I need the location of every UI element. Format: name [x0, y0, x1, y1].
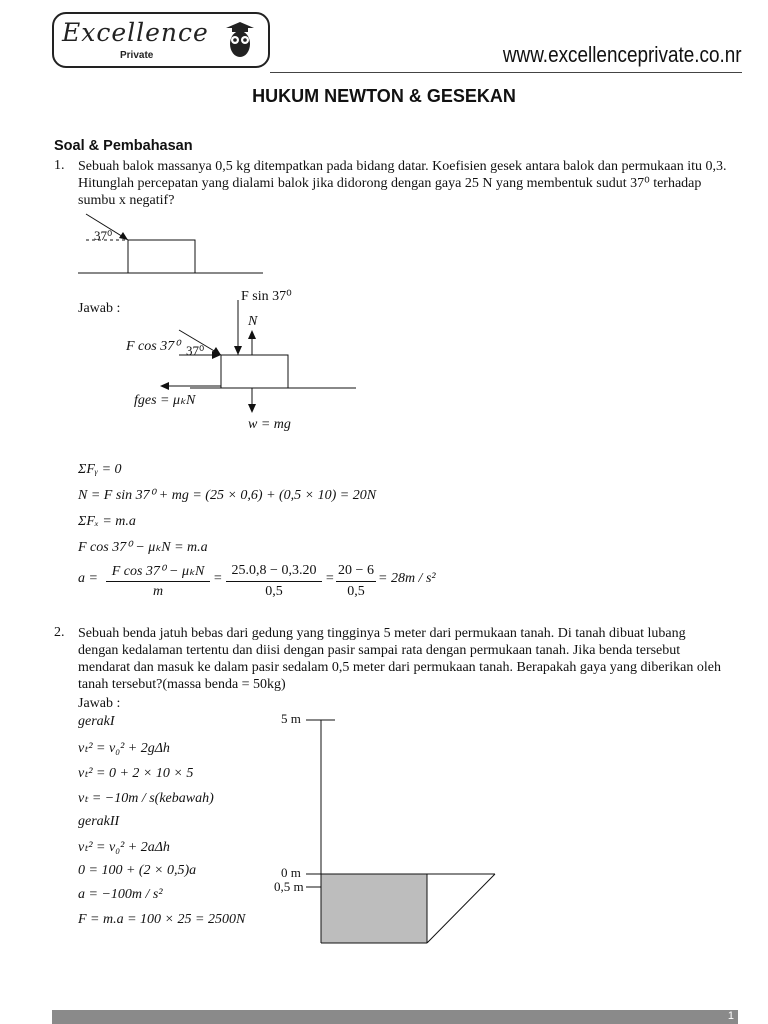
solution-step: vₜ = −10m / s(kebawah): [78, 791, 214, 806]
friction-label: fges = μₖN: [134, 393, 196, 408]
weight-label: w = mg: [248, 417, 291, 432]
solution-step: vₜ² = v₀² + 2gΔh: [78, 741, 170, 756]
fraction-denominator: 0,5: [347, 584, 365, 599]
equation-result: = 28m / s²: [378, 571, 436, 586]
fraction-numerator: 25.0,8 − 0,3.20: [231, 563, 317, 578]
solution-step: gerakI: [78, 714, 115, 729]
equation: F cos 37⁰ − μₖN = m.a: [78, 540, 208, 555]
solution-step: vₜ² = v₀² + 2aΔh: [78, 840, 170, 855]
fraction-numerator: 20 − 6: [338, 563, 374, 578]
fraction-denominator: m: [152, 584, 164, 599]
answer-label: Jawab :: [78, 696, 121, 711]
equation: ΣFₓ = m.a: [78, 514, 136, 529]
depth-label: 0,5 m: [274, 879, 304, 894]
angle-label: 37⁰: [94, 228, 113, 243]
solution-step: F = m.a = 100 × 25 = 2500N: [78, 912, 246, 927]
equation: N = F sin 37⁰ + mg = (25 × 0,6) + (0,5 × 10) = 20N: [78, 488, 377, 503]
problem-number: 2.: [54, 625, 65, 640]
solution-step: gerakII: [78, 814, 120, 829]
problem-text: Sebuah balok massanya 0,5 kg ditempatkan pada bidang datar. Koefisien gesek antara balok dan permukaan itu 0,3. Hitunglah percepatan yang dialami balok jika didorong dengan gaya 25 N yang membentuk sudut 37⁰ terhadap sumbu x negatif?: [78, 159, 727, 208]
logo-text: Excellence: [62, 18, 209, 47]
equation-lhs: a =: [78, 571, 98, 586]
section-heading: Soal & Pembahasan: [54, 138, 193, 154]
angle-label-2: 37⁰: [186, 343, 205, 358]
equals-sign: =: [325, 571, 335, 586]
equals-sign: =: [213, 571, 223, 586]
logo-subtext: Private: [120, 50, 154, 61]
height-label: 5 m: [281, 711, 301, 726]
solution-step: vₜ² = 0 + 2 × 10 × 5: [78, 766, 194, 781]
fraction-numerator: F cos 37⁰ − μₖN: [111, 564, 205, 579]
solution-step: a = −100m / s²: [78, 887, 163, 902]
site-url[interactable]: www.excellenceprivate.co.nr: [503, 42, 742, 67]
solution-step: 0 = 100 + (2 × 0,5)a: [78, 863, 197, 878]
page-number: 1: [727, 1010, 734, 1022]
fraction-denominator: 0,5: [265, 584, 283, 599]
ground-label: 0 m: [281, 865, 301, 880]
normal-label: N: [248, 314, 258, 329]
fcos-label: F cos 37⁰: [126, 339, 180, 354]
page-title: HUKUM NEWTON & GESEKAN: [252, 86, 516, 106]
answer-label: Jawab :: [78, 301, 121, 316]
problem-number: 1.: [54, 158, 65, 173]
fsin-label: F sin 37⁰: [241, 289, 292, 304]
problem-text: Sebuah benda jatuh bebas dari gedung yang tingginya 5 meter dari permukaan tanah. Di tanah dibuat lubang dengan kedalaman tertentu dan diisi dengan pasir sampai rata dengan permukaan tanah. Jika benda tersebut mendarat dan masuk ke dalam pasir sedalam 0,5 meter dari permukaan tanah. Berapakah gaya yang diberikan oleh tanah tersebut?(massa benda = 50kg): [78, 626, 721, 692]
equation: ΣFᵧ = 0: [78, 462, 122, 477]
footer-bar: [52, 1010, 738, 1024]
